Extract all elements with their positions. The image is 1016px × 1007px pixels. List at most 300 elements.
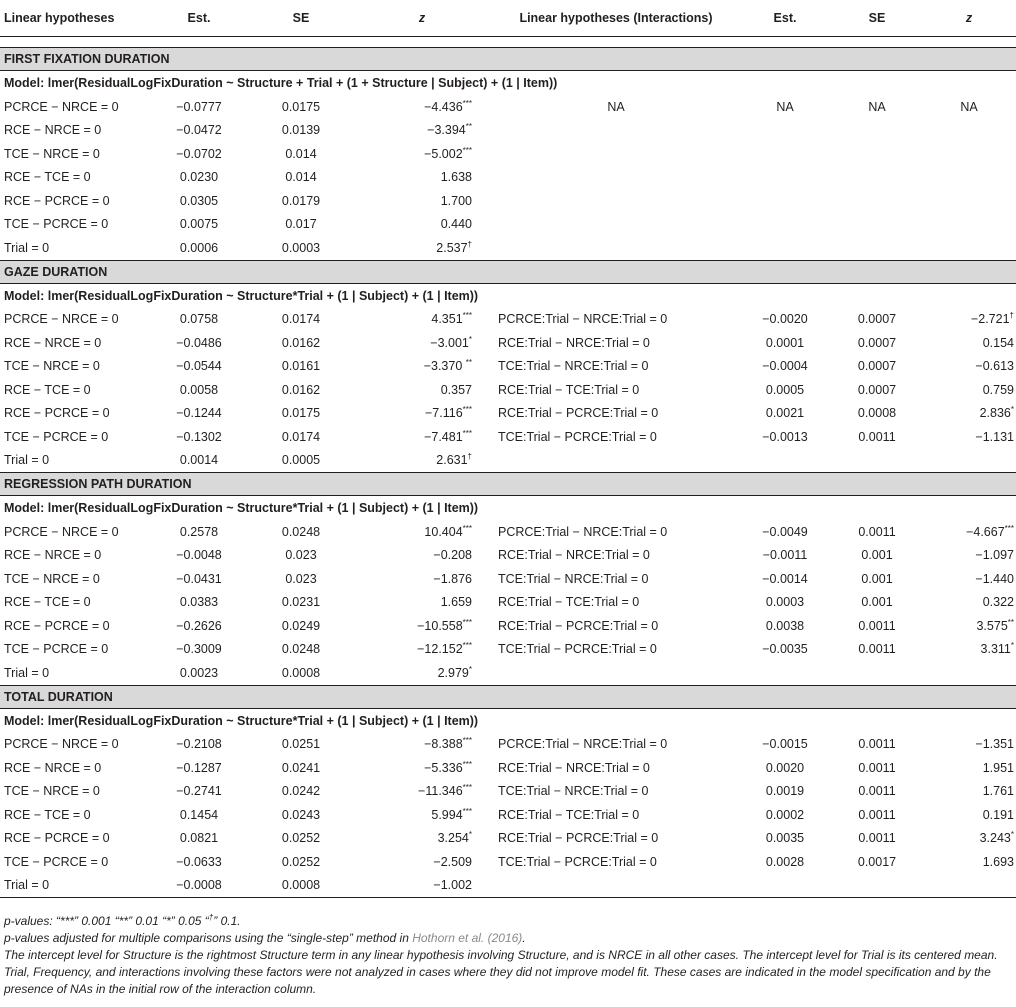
hypothesis-cell: RCE − PCRCE = 0 (4, 193, 110, 208)
hypothesis-cell: TCE − NRCE = 0 (4, 784, 100, 799)
interaction-se-cell: 0.0007 (857, 382, 897, 397)
hypothesis-cell: RCE − PCRCE = 0 (4, 831, 110, 846)
section-header-row (0, 685, 1016, 708)
interaction-se-cell: 0.001 (861, 548, 893, 563)
hypothesis-cell: RCE − NRCE = 0 (4, 760, 102, 775)
significance-mark: *** (462, 98, 472, 108)
interaction-se-cell: 0.0017 (857, 854, 897, 869)
model-spec-row (0, 283, 1016, 308)
estimate-cell: 0.0383 (179, 595, 219, 610)
estimate-cell: 0.0058 (179, 382, 219, 397)
z-value: −7.481 (424, 429, 463, 444)
hypothesis-cell: TCE − NRCE = 0 (4, 571, 100, 586)
z-cell (350, 780, 494, 804)
table-footnotes (4, 913, 1012, 998)
estimate-cell: −0.0633 (176, 854, 222, 869)
interaction-z-value: 0.322 (982, 595, 1014, 610)
interaction-z-cell (922, 236, 1016, 260)
interaction-z-cell (922, 425, 1016, 449)
hypothesis-cell: PCRCE − NRCE = 0 (4, 99, 119, 114)
interaction-z-cell (922, 189, 1016, 213)
table-row (0, 614, 1016, 638)
interaction-hypothesis-cell: TCE:Trial − PCRCE:Trial = 0 (498, 854, 657, 869)
table-row (0, 874, 1016, 898)
col-header-int-est: Est. (738, 0, 832, 37)
se-cell: 0.0241 (281, 760, 321, 775)
z-value: −2.509 (433, 854, 472, 869)
interaction-z-cell (922, 308, 1016, 332)
header-row (0, 0, 1016, 37)
model-spec-row (0, 708, 1016, 733)
z-value: 2.979 (437, 665, 469, 680)
col-header-int-z: z (922, 0, 1016, 37)
z-cell (350, 544, 494, 568)
table-row (0, 803, 1016, 827)
table-row (0, 378, 1016, 402)
interaction-estimate-cell: 0.0020 (765, 760, 805, 775)
interaction-z-value: 3.243 (979, 831, 1011, 846)
hypothesis-cell: TCE − PCRCE = 0 (4, 217, 109, 232)
table-row (0, 449, 1016, 473)
interaction-hypothesis-cell: NA (607, 99, 625, 114)
z-cell (350, 95, 494, 119)
interaction-estimate-cell: 0.0035 (765, 831, 805, 846)
se-cell: 0.0251 (281, 737, 321, 752)
interaction-z-value: −4.667 (966, 524, 1005, 539)
z-cell (350, 803, 494, 827)
z-value: 1.638 (440, 170, 472, 185)
interaction-z-value: 0.191 (982, 807, 1014, 822)
significance-mark: † (467, 452, 472, 462)
section-header-row (0, 260, 1016, 283)
z-cell (350, 213, 494, 237)
table-row (0, 142, 1016, 166)
estimate-cell: 0.2578 (179, 524, 219, 539)
interaction-hypothesis-cell: RCE:Trial − PCRCE:Trial = 0 (498, 406, 659, 421)
interaction-z-value: 0.759 (982, 382, 1014, 397)
se-cell: 0.0243 (281, 807, 321, 822)
interaction-se-cell: 0.0011 (858, 524, 896, 539)
interaction-se-cell: 0.0011 (858, 429, 896, 444)
interaction-z-cell (922, 520, 1016, 544)
interaction-z-value: 3.311 (980, 642, 1011, 657)
footnote-adjust-text: p-values adjusted for multiple comparisons using the “single-step” method in (4, 931, 413, 945)
interaction-significance-mark: * (1010, 641, 1014, 651)
z-value: −3.001 (430, 335, 469, 350)
interaction-estimate-cell: 0.0003 (765, 595, 805, 610)
interaction-hypothesis-cell (494, 142, 738, 166)
z-value: −5.336 (424, 760, 463, 775)
se-cell: 0.0242 (281, 784, 321, 799)
se-cell: 0.0005 (252, 449, 350, 473)
interaction-estimate-cell: 0.0001 (765, 335, 805, 350)
col-header-int-se: SE (832, 0, 922, 37)
interaction-estimate-cell (738, 236, 832, 260)
interaction-hypothesis-cell: TCE:Trial − PCRCE:Trial = 0 (498, 642, 657, 657)
model-spec: Model: lmer(ResidualLogFixDuration ~ Structure*Trial + (1 | Subject) + (1 | Item)) (4, 501, 479, 515)
z-value: −4.436 (424, 99, 463, 114)
col-header-interactions: Linear hypotheses (Interactions) (494, 0, 738, 37)
se-cell: 0.0175 (281, 99, 321, 114)
z-value: 0.440 (440, 217, 472, 232)
interaction-estimate-cell (738, 213, 832, 237)
interaction-estimate-cell: 0.0021 (765, 406, 805, 421)
col-header-z: z (350, 0, 494, 37)
se-cell: 0.0008 (252, 661, 350, 685)
z-cell (350, 189, 494, 213)
interaction-z-cell (922, 614, 1016, 638)
se-cell: 0.0252 (281, 831, 321, 846)
table-row (0, 166, 1016, 190)
hypothesis-cell: TCE − PCRCE = 0 (4, 429, 109, 444)
estimate-cell: −0.3009 (176, 642, 222, 657)
hypothesis-cell: PCRCE − NRCE = 0 (4, 524, 119, 539)
significance-mark: *** (462, 736, 472, 746)
footnote-p-values-suffix: ” 0.1. (213, 914, 241, 928)
footnote-adjust-suffix: . (522, 931, 526, 945)
estimate-cell: 0.0014 (146, 449, 252, 473)
z-cell (350, 850, 494, 874)
z-value: 1.700 (440, 193, 472, 208)
table-row (0, 827, 1016, 851)
table-row (0, 733, 1016, 757)
significance-mark: ** (465, 122, 472, 132)
interaction-hypothesis-cell (494, 119, 738, 143)
interaction-se-cell: 0.0007 (857, 335, 897, 350)
interaction-hypothesis-cell: RCE:Trial − PCRCE:Trial = 0 (498, 831, 659, 846)
footnote-dagger: † (208, 913, 214, 922)
table-row (0, 850, 1016, 874)
hypothesis-cell: RCE − TCE = 0 (4, 595, 91, 610)
interaction-estimate-cell: −0.0035 (762, 642, 808, 657)
interaction-hypothesis-cell: PCRCE:Trial − NRCE:Trial = 0 (498, 524, 668, 539)
z-cell (350, 733, 494, 757)
interaction-z-cell (922, 850, 1016, 874)
hypothesis-cell: TCE − PCRCE = 0 (4, 642, 109, 657)
interaction-z-value: 2.836 (979, 406, 1011, 421)
z-value: −3.370 (423, 359, 466, 374)
estimate-cell: −0.1287 (176, 760, 222, 775)
table-row (0, 236, 1016, 260)
hypothesis-cell: TCE − NRCE = 0 (4, 359, 100, 374)
se-cell: 0.017 (285, 217, 317, 232)
interaction-se-cell: 0.0007 (857, 312, 897, 327)
z-value: 10.404 (424, 524, 463, 539)
interaction-se-cell: 0.0011 (858, 760, 896, 775)
interaction-hypothesis-cell: RCE:Trial − NRCE:Trial = 0 (498, 760, 650, 775)
interaction-z-value: NA (960, 99, 978, 114)
footnote-reference-link[interactable]: Hothorn et al. (2016) (412, 931, 523, 945)
table-row (0, 520, 1016, 544)
interaction-estimate-cell: −0.0014 (762, 571, 808, 586)
section-title: GAZE DURATION (0, 260, 1016, 283)
hypothesis-cell: RCE − TCE = 0 (4, 807, 91, 822)
interaction-estimate-cell: 0.0028 (765, 854, 805, 869)
section-header-row (0, 48, 1016, 71)
se-cell: 0.0174 (281, 429, 321, 444)
significance-mark: * (468, 664, 472, 674)
estimate-cell: −0.0486 (176, 335, 222, 350)
table-row (0, 780, 1016, 804)
significance-mark: *** (462, 641, 472, 651)
interaction-se-cell (832, 119, 922, 143)
interaction-estimate-cell: 0.0019 (765, 784, 805, 799)
z-cell (350, 355, 494, 379)
se-cell: 0.014 (285, 146, 317, 161)
se-cell: 0.0252 (281, 854, 321, 869)
interaction-significance-mark: ** (1007, 617, 1014, 627)
interaction-z-cell (922, 119, 1016, 143)
interaction-z-cell (922, 591, 1016, 615)
significance-mark: ** (465, 358, 472, 368)
interaction-estimate-cell: −0.0020 (762, 312, 808, 327)
z-value: −10.558 (417, 618, 463, 633)
col-header-hypotheses: Linear hypotheses (0, 0, 146, 37)
interaction-z-cell (922, 378, 1016, 402)
hypothesis-cell: TCE − NRCE = 0 (4, 146, 100, 161)
interaction-estimate-cell: −0.0015 (762, 737, 808, 752)
table-row (0, 756, 1016, 780)
estimate-cell: −0.0472 (176, 123, 222, 138)
estimate-cell: −0.1302 (176, 429, 222, 444)
interaction-se-cell: 0.0011 (858, 784, 896, 799)
significance-mark: *** (462, 145, 472, 155)
interaction-z-value: −1.440 (975, 571, 1014, 586)
significance-mark: † (467, 239, 472, 249)
footnote-adjustment (4, 930, 1012, 947)
z-value: −3.394 (427, 123, 466, 138)
interaction-se-cell (832, 213, 922, 237)
z-cell (350, 614, 494, 638)
z-value: −1.876 (433, 571, 472, 586)
table-row (0, 213, 1016, 237)
estimate-cell: −0.2741 (176, 784, 222, 799)
interaction-z-value: −2.721 (970, 312, 1010, 327)
z-cell (350, 756, 494, 780)
interaction-z-cell (922, 213, 1016, 237)
significance-mark: *** (462, 617, 472, 627)
z-cell (350, 425, 494, 449)
table-row (0, 308, 1016, 332)
hypothesis-cell: RCE − PCRCE = 0 (4, 406, 110, 421)
table-row (0, 591, 1016, 615)
z-cell (350, 449, 494, 473)
estimate-cell: 0.0305 (179, 193, 219, 208)
model-spec-row (0, 71, 1016, 96)
interaction-hypothesis-cell: PCRCE:Trial − NRCE:Trial = 0 (498, 737, 668, 752)
z-value: 2.631 (436, 453, 468, 468)
hypothesis-cell: RCE − PCRCE = 0 (4, 618, 110, 633)
table-row (0, 661, 1016, 685)
interaction-z-value: −0.613 (975, 359, 1014, 374)
interaction-estimate-cell (738, 142, 832, 166)
interaction-z-cell (922, 638, 1016, 662)
z-value: 0.357 (440, 382, 472, 397)
z-value: 2.537 (436, 240, 468, 255)
interaction-z-value: 0.154 (982, 335, 1014, 350)
model-spec: Model: lmer(ResidualLogFixDuration ~ Structure + Trial + (1 + Structure | Subject) + (1 | Item)) (4, 76, 558, 90)
interaction-hypothesis-cell: RCE:Trial − TCE:Trial = 0 (498, 807, 640, 822)
z-value: −7.116 (425, 406, 463, 421)
interaction-z-cell (922, 544, 1016, 568)
interaction-estimate-cell (738, 449, 832, 473)
z-cell (350, 402, 494, 426)
interaction-z-cell (922, 756, 1016, 780)
z-value: 4.351 (431, 312, 463, 327)
table-row (0, 638, 1016, 662)
interaction-se-cell: 0.001 (861, 571, 893, 586)
table-row (0, 95, 1016, 119)
se-cell: 0.0175 (281, 406, 321, 421)
se-cell: 0.0248 (281, 524, 321, 539)
interaction-z-cell (922, 355, 1016, 379)
z-cell (350, 591, 494, 615)
z-cell (350, 378, 494, 402)
section-title: TOTAL DURATION (0, 685, 1016, 708)
se-cell: 0.0139 (281, 123, 321, 138)
interaction-hypothesis-cell: TCE:Trial − NRCE:Trial = 0 (498, 571, 649, 586)
z-value: −11.346 (418, 784, 463, 799)
se-cell: 0.0231 (281, 595, 321, 610)
z-cell (350, 308, 494, 332)
interaction-z-cell (922, 780, 1016, 804)
hypothesis-cell: RCE − NRCE = 0 (4, 335, 102, 350)
interaction-hypothesis-cell (494, 874, 738, 898)
interaction-estimate-cell (738, 661, 832, 685)
hypothesis-cell: PCRCE − NRCE = 0 (4, 312, 119, 327)
estimate-cell: −0.0544 (176, 359, 222, 374)
interaction-estimate-cell (738, 874, 832, 898)
z-cell (350, 874, 494, 898)
z-value: −0.208 (433, 548, 472, 563)
interaction-se-cell: 0.0007 (857, 359, 897, 374)
hypothesis-cell: PCRCE − NRCE = 0 (4, 737, 119, 752)
interaction-estimate-cell (738, 119, 832, 143)
interaction-hypothesis-cell (494, 449, 738, 473)
interaction-se-cell (832, 142, 922, 166)
table-row (0, 425, 1016, 449)
interaction-hypothesis-cell (494, 213, 738, 237)
z-cell (350, 119, 494, 143)
interaction-hypothesis-cell (494, 236, 738, 260)
estimate-cell: −0.1244 (176, 406, 222, 421)
spacer-row (0, 37, 1016, 48)
hypothesis-cell: RCE − NRCE = 0 (4, 123, 102, 138)
estimate-cell: 0.0230 (179, 170, 219, 185)
col-header-est: Est. (146, 0, 252, 37)
interaction-se-cell: NA (868, 99, 886, 114)
significance-mark: *** (462, 783, 472, 793)
se-cell: 0.023 (285, 548, 317, 563)
significance-mark: *** (462, 405, 472, 415)
interaction-estimate-cell: 0.0002 (765, 807, 805, 822)
interaction-se-cell (832, 236, 922, 260)
interaction-z-value: 1.951 (982, 760, 1014, 775)
z-value: −5.002 (424, 146, 463, 161)
interaction-se-cell: 0.0011 (858, 618, 896, 633)
significance-mark: *** (462, 523, 472, 533)
footnote-p-values (4, 913, 1012, 930)
interaction-se-cell: 0.0011 (858, 737, 896, 752)
interaction-estimate-cell: −0.0049 (762, 524, 808, 539)
interaction-se-cell (832, 661, 922, 685)
se-cell: 0.0248 (281, 642, 321, 657)
model-spec: Model: lmer(ResidualLogFixDuration ~ Structure*Trial + (1 | Subject) + (1 | Item)) (4, 288, 479, 303)
z-cell (350, 331, 494, 355)
interaction-z-cell (922, 142, 1016, 166)
interaction-estimate-cell: 0.0005 (765, 382, 805, 397)
se-cell: 0.0162 (281, 382, 321, 397)
z-value: 5.994 (431, 807, 463, 822)
interaction-z-cell (922, 449, 1016, 473)
se-cell: 0.0174 (281, 312, 321, 327)
interaction-z-value: −1.351 (975, 737, 1014, 752)
table-body (0, 37, 1016, 898)
interaction-significance-mark: * (1010, 830, 1014, 840)
interaction-se-cell: 0.001 (861, 595, 893, 610)
hypothesis-cell: RCE − NRCE = 0 (4, 548, 102, 563)
se-cell: 0.0179 (281, 193, 321, 208)
interaction-estimate-cell: NA (776, 99, 794, 114)
table-row (0, 544, 1016, 568)
significance-mark: * (468, 334, 472, 344)
se-cell: 0.0249 (281, 618, 321, 633)
z-cell (350, 520, 494, 544)
estimate-cell: −0.0008 (146, 874, 252, 898)
z-value: −1.002 (433, 878, 472, 893)
interaction-se-cell: 0.0011 (858, 831, 896, 846)
estimate-cell: −0.0431 (176, 571, 222, 586)
col-header-se: SE (252, 0, 350, 37)
significance-mark: * (468, 830, 472, 840)
interaction-estimate-cell: −0.0011 (762, 548, 808, 563)
interaction-z-cell (922, 402, 1016, 426)
interaction-hypothesis-cell (494, 189, 738, 213)
estimate-cell: −0.0048 (176, 548, 222, 563)
interaction-z-cell (922, 331, 1016, 355)
se-cell: 0.023 (285, 571, 317, 586)
interaction-hypothesis-cell: RCE:Trial − NRCE:Trial = 0 (498, 548, 650, 563)
interaction-estimate-cell: −0.0004 (762, 359, 808, 374)
footnote-p-values-legend: “***” 0.001 “**” 0.01 “*” 0.05 “ (56, 914, 209, 928)
z-cell (350, 638, 494, 662)
interaction-se-cell (832, 166, 922, 190)
section-header-row (0, 473, 1016, 496)
estimate-cell: 0.0075 (179, 217, 219, 232)
se-cell: 0.0008 (252, 874, 350, 898)
interaction-z-cell (922, 95, 1016, 119)
interaction-se-cell: 0.0011 (858, 642, 896, 657)
interaction-hypothesis-cell: RCE:Trial − TCE:Trial = 0 (498, 595, 640, 610)
interaction-se-cell (832, 189, 922, 213)
interaction-z-cell (922, 874, 1016, 898)
interaction-z-cell (922, 567, 1016, 591)
hypothesis-cell: Trial = 0 (0, 236, 146, 260)
interaction-significance-mark: * (1010, 405, 1014, 415)
interaction-z-cell (922, 166, 1016, 190)
estimate-cell: 0.0023 (146, 661, 252, 685)
estimate-cell: −0.0777 (176, 99, 222, 114)
z-value: 3.254 (437, 831, 469, 846)
estimate-cell: −0.0702 (176, 146, 222, 161)
interaction-significance-mark: *** (1004, 523, 1014, 533)
hypothesis-cell: TCE − PCRCE = 0 (4, 854, 109, 869)
interaction-z-value: −1.097 (975, 548, 1014, 563)
z-value: 1.659 (440, 595, 472, 610)
significance-mark: *** (462, 759, 472, 769)
hypothesis-cell: Trial = 0 (0, 449, 146, 473)
interaction-significance-mark: † (1009, 311, 1014, 321)
